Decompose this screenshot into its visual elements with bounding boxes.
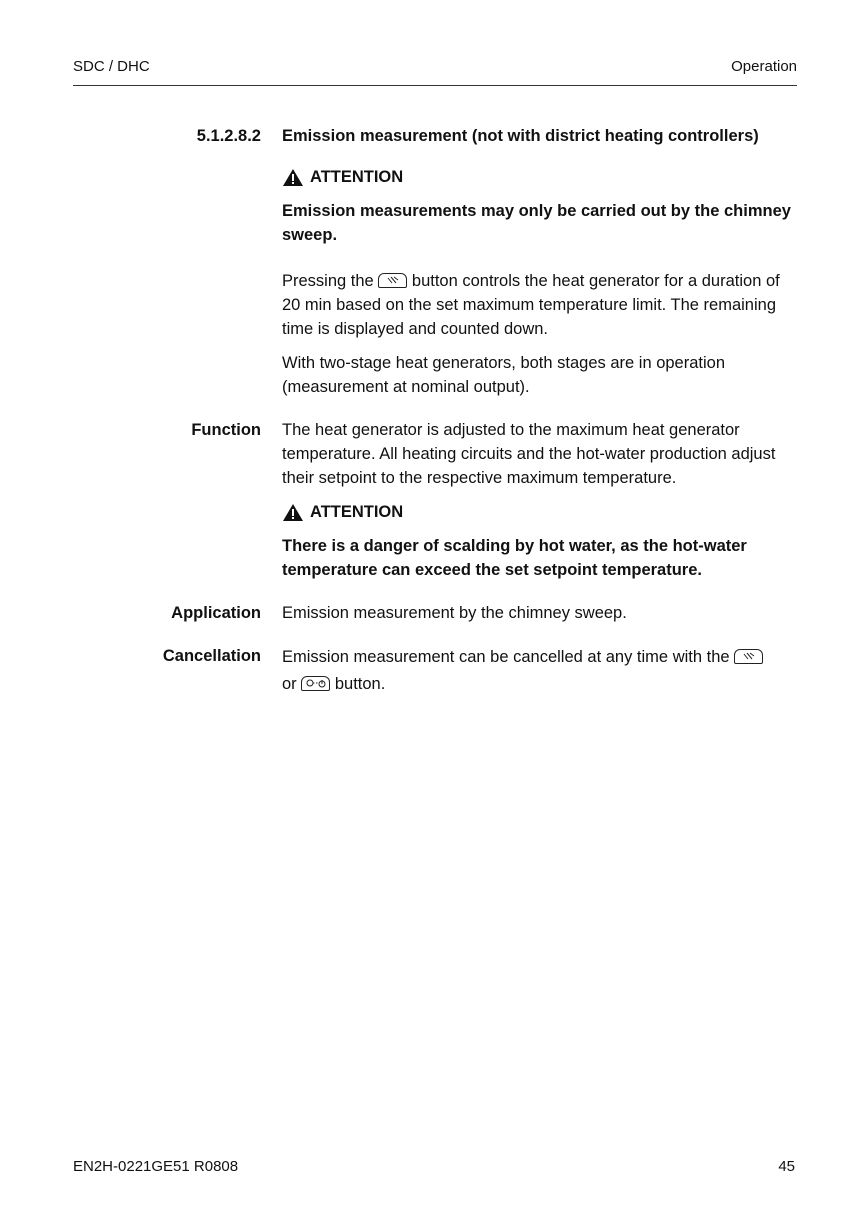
cancellation-text-before: Emission measurement can be cancelled at any time with the [282,648,730,666]
intro-text-after: button controls the heat generator for a duration of 20 min based on the set maximum temperature limit. The remaining time is displayed and counted down. [282,272,780,338]
operating-mode-button-icon [301,676,330,691]
function-label: Function [191,421,261,439]
section-heading-row [73,124,797,148]
page-content [73,124,797,698]
intro-paragraph-1 [282,269,797,341]
attention-heading-2 [282,500,797,524]
warning-triangle-icon [282,503,304,522]
attention-label-2: ATTENTION [310,503,404,521]
attention-label: ATTENTION [310,168,404,186]
function-row [73,418,797,582]
chimney-sweep-button-icon [734,649,763,664]
attention-heading [282,165,797,189]
header-left: SDC / DHC [73,58,150,75]
intro-text-before: Pressing the [282,272,374,290]
cancellation-row [73,644,797,698]
function-text: The heat generator is adjusted to the maximum heat generator temperature. All heating circuits and the hot-water production adjust their setpoint to the respective maximum temperature. [282,421,776,487]
cancellation-text-after: button. [334,675,386,693]
attention-row-1 [73,165,797,399]
application-row [73,601,797,625]
footer-document-code: EN2H-0221GE51 R0808 [73,1158,239,1175]
cancellation-label: Cancellation [162,647,261,665]
header-right: Operation [731,58,797,75]
section-number: 5.1.2.8.2 [196,127,261,145]
application-text: Emission measurement by the chimney sweep. [282,604,627,622]
section-title: Emission measurement (not with district heating controllers) [282,127,759,145]
intro-paragraph-2: With two-stage heat generators, both stages are in operation (measurement at nominal output). [282,354,726,396]
cancellation-text-or: or [282,675,297,693]
page-footer [73,1158,795,1176]
page-header [73,58,797,86]
page-number: 45 [778,1158,795,1175]
warning-triangle-icon [282,168,304,187]
application-label: Application [171,604,261,622]
cancellation-text [282,644,797,698]
chimney-sweep-button-icon [378,273,407,288]
function-warning: There is a danger of scalding by hot water, as the hot-water temperature can exceed the set setpoint temperature. [282,537,747,579]
warning-text-1: Emission measurements may only be carried out by the chimney sweep. [282,202,791,244]
